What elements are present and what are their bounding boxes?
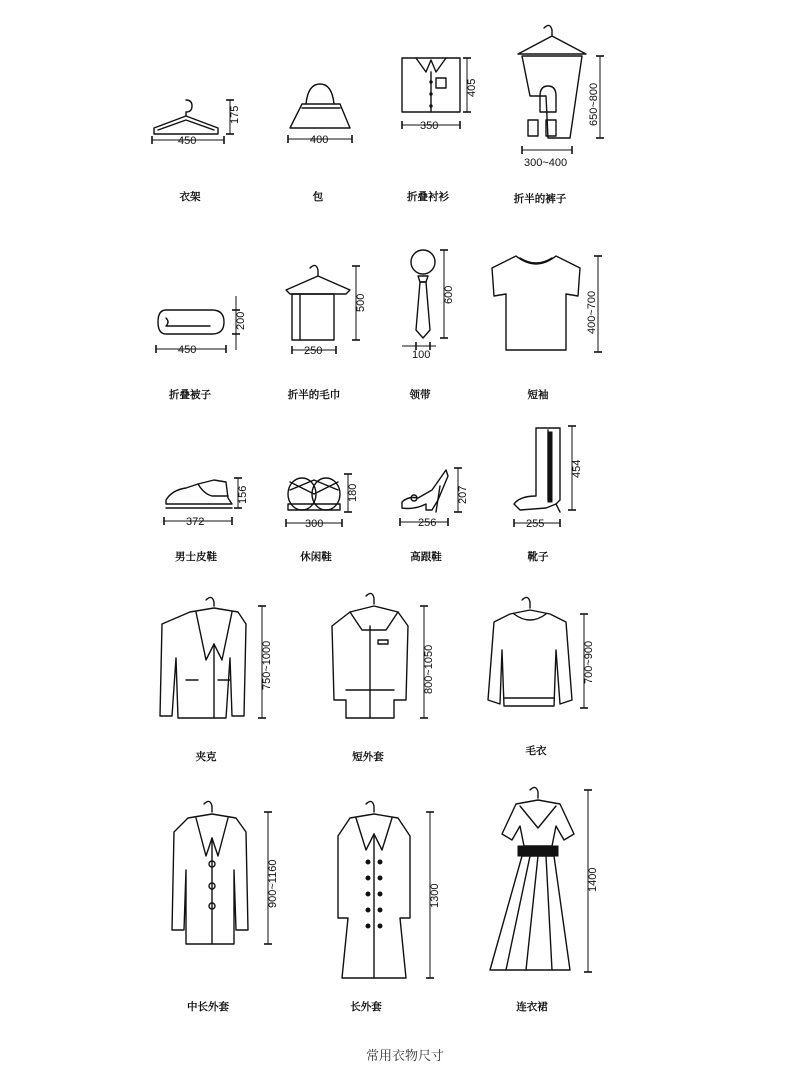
mens-shoe-width-dim <box>164 516 232 528</box>
label-tie: 领带 <box>409 389 431 401</box>
boot-width-label: 255 <box>526 518 545 530</box>
high-heel-drawing <box>402 470 448 512</box>
label-towel: 折半的毛巾 <box>287 389 341 401</box>
dress-height-label: 1400 <box>587 867 599 892</box>
folded-quilt-width-label: 450 <box>178 344 197 356</box>
towel-height-label: 500 <box>355 293 367 312</box>
tie-height-dim <box>440 250 455 338</box>
label-folded-shirt: 折叠衬衫 <box>407 191 449 203</box>
mid-coat-height-dim <box>264 812 279 944</box>
folded-quilt-height-dim <box>232 296 247 350</box>
towel-width-label: 250 <box>304 345 323 357</box>
folded-trousers-height-label: 650~800 <box>588 82 600 126</box>
tie-height-label: 600 <box>443 285 455 304</box>
boot-drawing <box>514 428 560 512</box>
tshirt-drawing <box>492 256 580 350</box>
tshirt-height-label: 400~700 <box>586 290 598 334</box>
sweater-height-dim <box>580 614 595 708</box>
label-folded-quilt: 折叠被子 <box>169 389 211 401</box>
boot-width-dim <box>514 518 560 530</box>
mid-coat-drawing <box>172 801 248 944</box>
label-jacket: 夹克 <box>195 751 217 763</box>
folded-trousers-drawing <box>518 25 586 138</box>
high-heel-width-dim <box>400 517 448 529</box>
bag-width-dim <box>288 134 352 146</box>
mens-shoe-height-label: 156 <box>237 485 249 504</box>
label-bag: 包 <box>312 191 324 203</box>
folded-shirt-drawing <box>402 58 460 112</box>
short-coat-height-dim <box>420 606 435 718</box>
hanger-drawing <box>154 100 218 134</box>
tshirt-height-dim <box>586 256 602 352</box>
label-short-coat: 短外套 <box>352 751 384 763</box>
folded-quilt-width-dim <box>156 344 226 356</box>
casual-shoe-height-dim <box>344 474 359 512</box>
jacket-height-dim <box>258 606 273 718</box>
boot-height-label: 454 <box>571 459 583 478</box>
folded-trousers-width-label: 300~400 <box>524 157 568 169</box>
folded-trousers-height-dim <box>588 56 604 138</box>
hanger-width-label: 450 <box>178 135 197 147</box>
towel-height-dim <box>352 266 367 340</box>
dress-drawing <box>490 787 574 970</box>
bag-drawing <box>290 84 350 128</box>
mid-coat-height-label: 900~1160 <box>267 859 279 908</box>
sweater-drawing <box>488 597 572 706</box>
casual-shoe-height-label: 180 <box>347 483 359 502</box>
high-heel-width-label: 256 <box>418 517 437 529</box>
casual-shoe-width-label: 300 <box>305 518 324 530</box>
towel-width-dim <box>292 345 336 357</box>
label-long-coat: 长外套 <box>350 1001 382 1013</box>
folded-quilt-drawing <box>158 310 224 334</box>
sweater-height-label: 700~900 <box>583 640 595 684</box>
figure-caption: 常用衣物尺寸 <box>365 1049 445 1064</box>
label-folded-trousers: 折半的裤子 <box>513 193 567 205</box>
boot-height-dim <box>568 426 583 510</box>
folded-shirt-width-dim <box>402 120 460 132</box>
label-dress: 连衣裙 <box>516 1001 548 1013</box>
folded-trousers-width-dim <box>522 146 572 169</box>
folded-shirt-width-label: 350 <box>420 120 439 132</box>
label-high-heel: 高跟鞋 <box>410 551 442 563</box>
long-coat-drawing <box>338 801 410 978</box>
mens-shoe-drawing <box>166 480 232 508</box>
long-coat-height-label: 1300 <box>429 883 441 908</box>
hanger-width-dim <box>152 135 224 147</box>
hanger-height-dim <box>226 100 241 134</box>
folded-shirt-height-dim <box>463 58 478 112</box>
mens-shoe-height-dim <box>234 478 249 508</box>
folded-quilt-height-label: 200 <box>235 311 247 330</box>
short-coat-drawing <box>332 593 408 718</box>
dress-height-dim <box>584 790 599 972</box>
tie-width-dim <box>402 342 436 361</box>
label-boot: 靴子 <box>527 551 549 563</box>
high-heel-height-dim <box>0 0 469 512</box>
jacket-height-label: 750~1000 <box>261 640 273 690</box>
mens-shoe-width-label: 372 <box>186 516 205 528</box>
long-coat-height-dim <box>426 812 441 978</box>
label-hanger: 衣架 <box>179 191 201 203</box>
casual-shoe-drawing <box>288 478 340 510</box>
bag-width-label: 400 <box>310 134 329 146</box>
label-mens-shoe: 男士皮鞋 <box>175 551 217 563</box>
towel-drawing <box>286 265 350 340</box>
label-mid-coat: 中长外套 <box>187 1001 229 1013</box>
hanger-height-label: 175 <box>229 105 241 124</box>
high-heel-height-label: 207 <box>457 485 469 504</box>
jacket-drawing <box>160 597 246 718</box>
tie-drawing <box>411 250 435 338</box>
label-sweater: 毛衣 <box>525 745 547 757</box>
label-tshirt: 短袖 <box>527 389 549 401</box>
short-coat-height-label: 800~1050 <box>423 644 435 694</box>
label-casual-shoe: 休闲鞋 <box>300 551 332 563</box>
folded-shirt-height-label: 405 <box>466 78 478 97</box>
casual-shoe-width-dim <box>286 518 342 530</box>
tie-width-label: 100 <box>412 349 431 361</box>
